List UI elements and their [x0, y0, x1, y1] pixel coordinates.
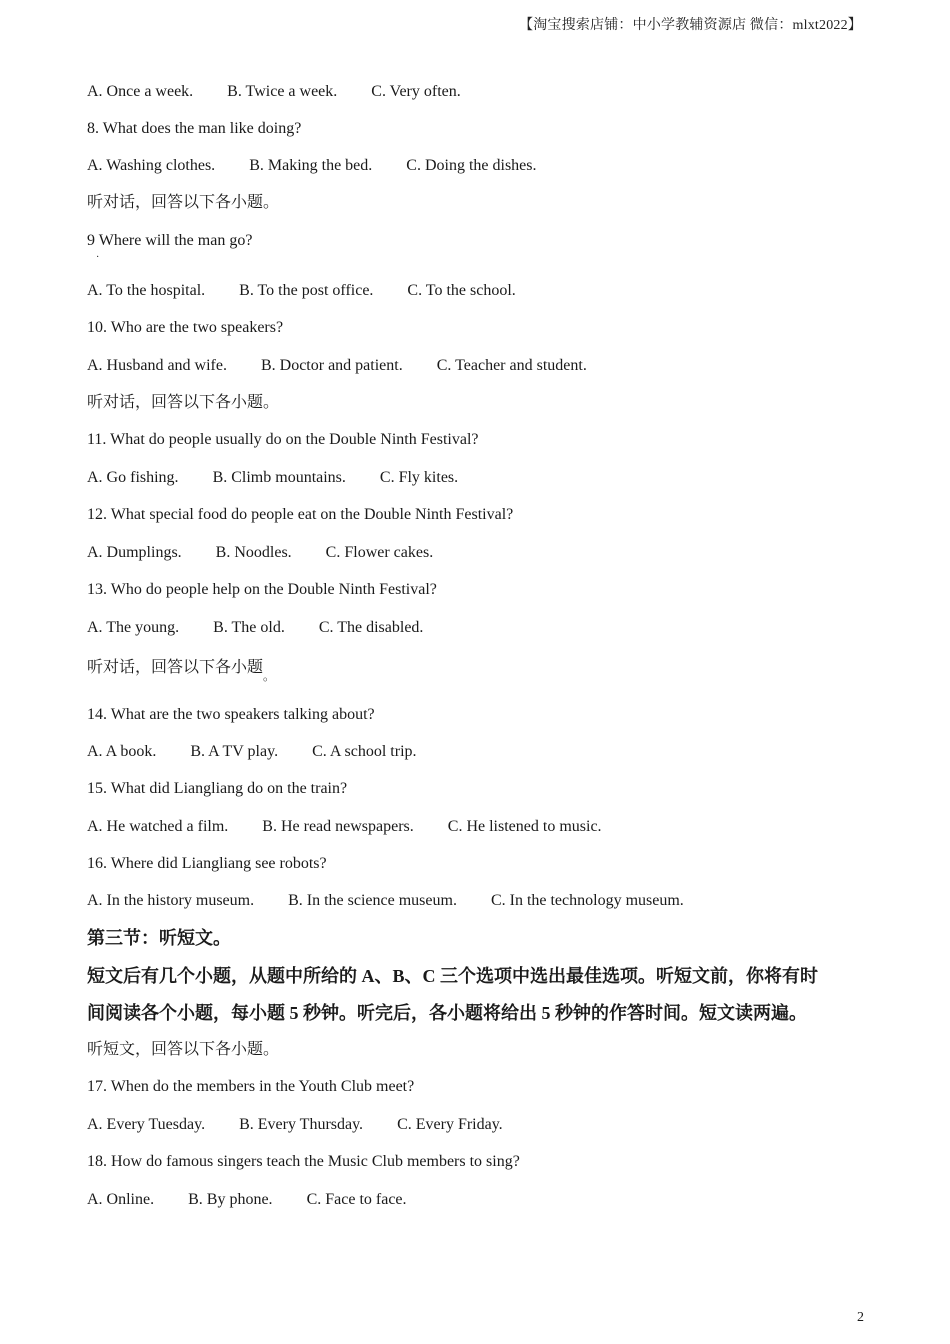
q18-question: 18. How do famous singers teach the Music Club members to sing? — [87, 1153, 520, 1170]
q13-option-a: A. The young. — [87, 619, 180, 636]
q10-option-b: B. Doctor and patient. — [260, 357, 403, 374]
q9-option-b: B. To the post office. — [239, 282, 374, 299]
q17-option-c: C. Every Friday. — [397, 1116, 503, 1133]
q17-question: 17. When do the members in the Youth Club meet? — [87, 1078, 415, 1095]
section3-instructions-line1: 短文后有几个小题，从题中所给的 A、B、C 三个选项中选出最佳选项。听短文前，你将有时 — [87, 966, 818, 986]
directions-3-period: 。 — [263, 669, 276, 683]
q7-option-c: C. Very often. — [371, 83, 461, 100]
q14-option-c: C. A school trip. — [312, 743, 417, 760]
q12-option-a: A. Dumplings. — [87, 544, 182, 561]
page-number: 2 — [857, 1310, 864, 1325]
section3-title: 第三节：听短文。 — [87, 928, 231, 948]
page-header: 【淘宝搜索店铺：中小学教辅资源店 微信：mlxt2022】 — [519, 18, 862, 33]
directions-2: 听对话，回答以下各小题。 — [87, 394, 280, 411]
q8-option-a: A. Washing clothes. — [87, 157, 216, 174]
directions-3-text: 听对话，回答以下各小题 — [87, 659, 264, 676]
q7-option-a: A. Once a week. — [87, 83, 194, 100]
q14-option-b: B. A TV play. — [190, 743, 279, 760]
q12-question: 12. What special food do people eat on the Double Ninth Festival? — [87, 506, 514, 523]
q15-option-a: A. He watched a film. — [87, 818, 229, 835]
q18-option-b: B. By phone. — [188, 1191, 273, 1208]
q13-question: 13. Who do people help on the Double Ninth Festival? — [87, 581, 437, 598]
q11-option-a: A. Go fishing. — [87, 469, 179, 486]
q17-option-a: A. Every Tuesday. — [87, 1116, 206, 1133]
q9-option-c: C. To the school. — [407, 282, 516, 299]
directions-4: 听短文，回答以下各小题。 — [87, 1041, 280, 1058]
q16-option-a: A. In the history museum. — [87, 892, 255, 909]
q11-question: 11. What do people usually do on the Double Ninth Festival? — [87, 431, 479, 448]
q11-options — [87, 468, 458, 488]
q8-option-b: B. Making the bed. — [249, 157, 373, 174]
q18-option-a: A. Online. — [87, 1191, 155, 1208]
q16-option-c: C. In the technology museum. — [490, 892, 684, 909]
q7-options — [87, 82, 461, 102]
q15-question: 15. What did Liangliang do on the train? — [87, 780, 348, 797]
q14-option-a: A. A book. — [87, 743, 157, 760]
q13-option-c: C. The disabled. — [318, 619, 424, 636]
q12-option-b: B. Noodles. — [215, 544, 292, 561]
q9-question: 9 Where will the man go? — [87, 232, 253, 249]
q16-option-b: B. In the science museum. — [288, 892, 457, 909]
q17-option-b: B. Every Thursday. — [239, 1116, 364, 1133]
section3-instructions-line2: 间阅读各个小题，每小题 5 秒钟。听完后，各小题将给出 5 秒钟的作答时间。短文读两遍。 — [87, 1003, 807, 1023]
q7-option-b: B. Twice a week. — [227, 83, 338, 100]
directions-1: 听对话，回答以下各小题。 — [87, 194, 280, 211]
q17-options — [87, 1115, 503, 1135]
q9-options — [87, 281, 516, 301]
q14-options — [87, 742, 417, 762]
q14-question: 14. What are the two speakers talking about? — [87, 706, 375, 723]
q15-option-c: C. He listened to music. — [447, 818, 602, 835]
q12-options — [87, 543, 433, 563]
q16-options — [87, 891, 684, 911]
q8-options — [87, 156, 537, 176]
q15-options — [87, 817, 602, 837]
q15-option-b: B. He read newspapers. — [262, 818, 414, 835]
q11-option-c: C. Fly kites. — [379, 469, 459, 486]
q12-option-c: C. Flower cakes. — [325, 544, 434, 561]
q18-options — [87, 1190, 407, 1210]
q13-options — [87, 618, 423, 638]
q10-options — [87, 356, 587, 376]
q8-question: 8. What does the man like doing? — [87, 120, 302, 137]
q9-option-a: A. To the hospital. — [87, 282, 206, 299]
q10-question: 10. Who are the two speakers? — [87, 319, 284, 336]
q18-option-c: C. Face to face. — [306, 1191, 407, 1208]
q8-option-c: C. Doing the dishes. — [406, 157, 537, 174]
directions-3 — [87, 658, 276, 683]
q11-option-b: B. Climb mountains. — [212, 469, 346, 486]
q13-option-b: B. The old. — [213, 619, 285, 636]
q10-option-c: C. Teacher and student. — [436, 357, 587, 374]
q16-question: 16. Where did Liangliang see robots? — [87, 855, 327, 872]
q10-option-a: A. Husband and wife. — [87, 357, 227, 374]
q9-dot: · — [96, 252, 100, 263]
